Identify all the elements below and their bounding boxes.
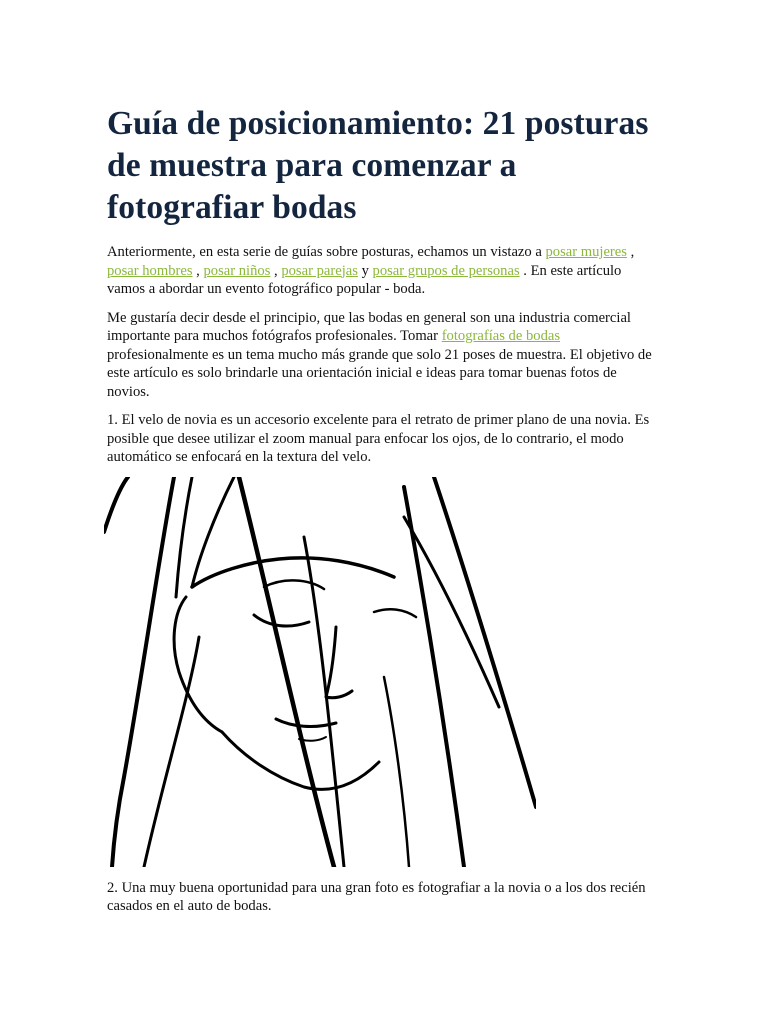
link-posar-parejas[interactable]: posar parejas — [281, 262, 358, 279]
article — [107, 103, 655, 926]
article-title: Guía de posicionamiento: 21 posturas de muestra para comenzar a fotografiar bodas — [107, 105, 649, 226]
link-posar-grupos[interactable]: posar grupos de personas — [372, 262, 520, 279]
link-posar-hombres[interactable]: posar hombres — [107, 262, 193, 279]
intro-paragraph — [107, 243, 655, 299]
conjunction: y — [357, 262, 373, 279]
bride-veil-illustration — [104, 477, 536, 867]
second-paragraph-text: Me gustaría decir desde el principio, que las bodas en general son una industria comercial importante para muchos fotógrafos profesionales. Tomar — [107, 309, 631, 344]
separator: , — [270, 262, 282, 279]
intro-text: Anteriormente, en esta serie de guías sobre posturas, echamos un vistazo a — [107, 244, 546, 260]
line-drawing — [104, 477, 536, 867]
link-posar-ninos[interactable]: posar niños — [203, 262, 271, 279]
second-paragraph-text-end: profesionalmente es un tema mucho más grande que solo 21 poses de muestra. El objetivo de este artículo es solo brindarle una orientación inicial e ideas para tomar buenas fotos de novios. — [107, 346, 652, 400]
pose-1-description: 1. El velo de novia es un accesorio excelente para el retrato de primer plano de una novia. Es posible que desee utilizar el zoom manual para enfocar los ojos, de lo contrario, el modo automático se enfocará en la textura del velo. — [107, 412, 650, 465]
pose-2-description: 2. Una muy buena oportunidad para una gran foto es fotografiar a la novia o a los dos recién casados en el auto de bodas. — [107, 879, 646, 914]
intro-text-end: . En este artículo vamos a abordar un evento fotográfico popular - boda. — [107, 262, 622, 297]
second-paragraph — [107, 309, 655, 402]
link-fotografias-de-bodas[interactable]: fotografías de bodas — [441, 328, 561, 344]
link-posar-mujeres[interactable]: posar mujeres — [545, 244, 627, 260]
separator: , — [626, 244, 635, 260]
separator: , — [192, 262, 204, 279]
